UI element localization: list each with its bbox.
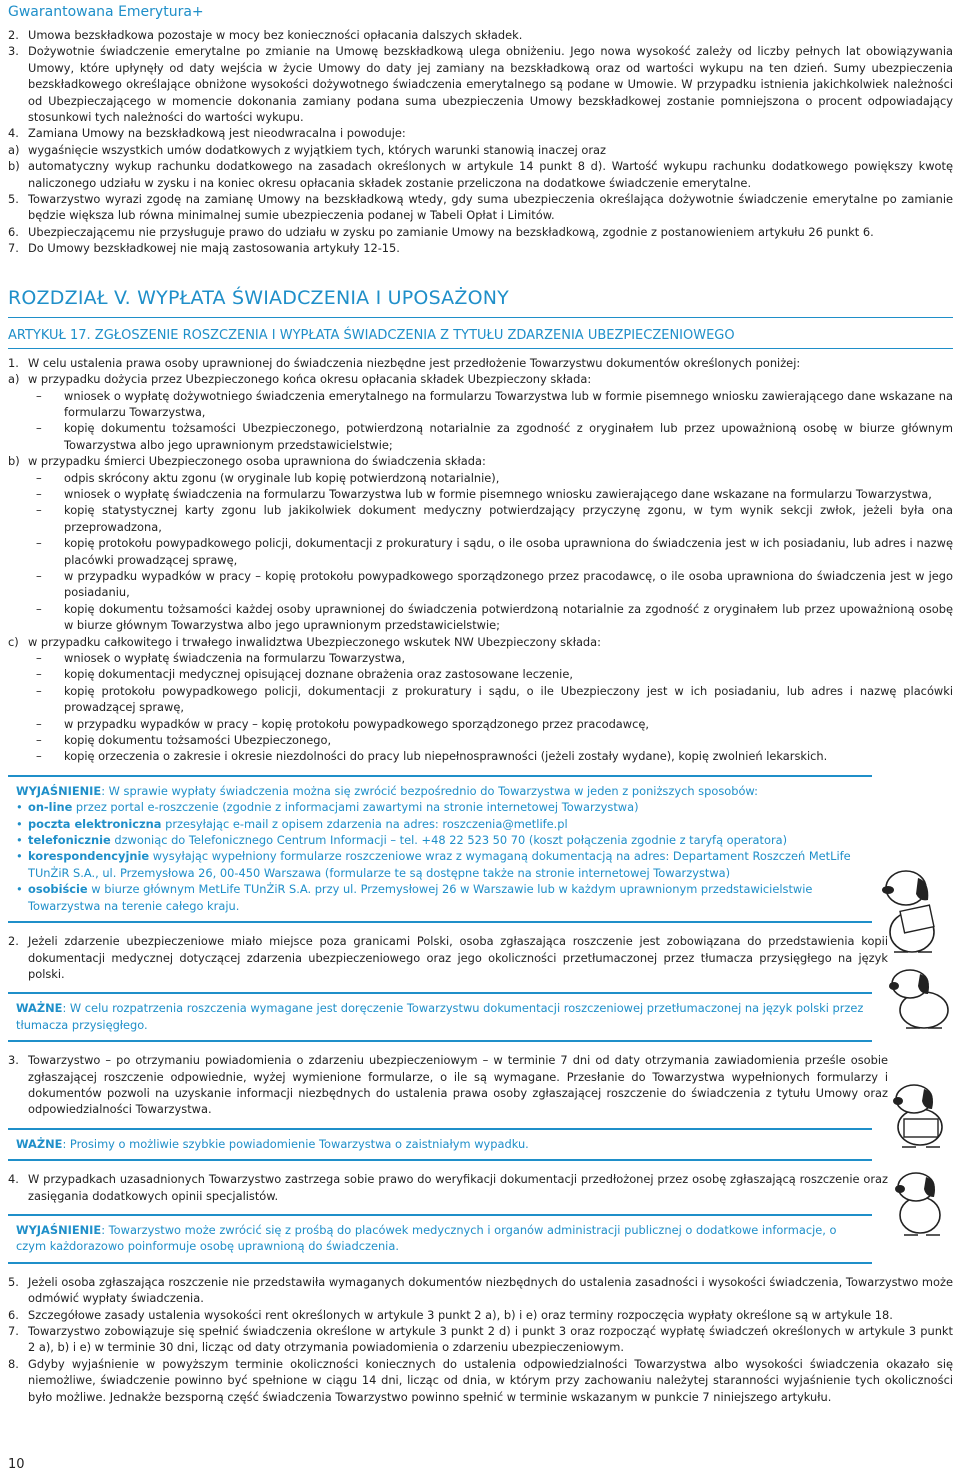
bullet-text: dzwoniąc do Telefonicznego Centrum Informacji – tel. +48 22 523 50 70 (koszt połączenia zgodnie z taryfą operatora) — [110, 833, 788, 848]
item-text: Zamiana Umowy na bezskładkową jest nieodwracalna i powoduje: — [28, 126, 406, 141]
item-number: 4. — [8, 1172, 19, 1187]
chapter-divider — [8, 317, 953, 318]
sub-item-letter: a) — [8, 142, 20, 157]
list-item — [8, 240, 953, 256]
list-item — [8, 191, 953, 224]
dash-item: – kopię dokumentu tożsamości Ubezpieczonego, — [8, 732, 953, 748]
item-number: 5. — [8, 1274, 19, 1289]
mascot-writing-icon — [880, 1075, 960, 1155]
list-item — [8, 224, 953, 240]
chapter-title: ROZDZIAŁ V. WYPŁATA ŚWIADCZENIA I UPOSAŻONY — [8, 286, 509, 309]
sub-item — [8, 371, 953, 387]
item-number: 2. — [8, 28, 19, 42]
sub-item-text: automatyczny wykup rachunku dodatkowego na zasadach określonych w artykule 14 punkt 8 d). Wartość wykupu rachunku dodatkowego powiększy kwotę naliczonego udziału w zysku i na koniec okresu opłacania składek zostanie przeliczona na dodatkowe świadczenie emerytalne. — [28, 159, 953, 190]
bullet-text: w biurze głównym MetLife TUnŻiR S.A. przy ul. Przemysłowej 26 w Warszawie lub w każdym uprawnionym przedstawicielstwie Towarzystwa na terenie całego kraju. — [28, 882, 813, 913]
item-number: 6. — [8, 224, 19, 239]
item-text: W celu ustalenia prawa osoby uprawnionej do świadczenia niezbędne jest przedłożenie Towarzystwu dokumentów określonych poniżej: — [28, 355, 801, 370]
list-item — [8, 125, 953, 141]
box-intro: : W sprawie wypłaty świadczenia można się zwrócić bezpośrednio do Towarzystwa w jeden z poniższych sposobów: — [101, 783, 758, 798]
dash-item: – w przypadku wypadków w pracy – kopię protokołu powypadkowego sporządzonego przez pracodawcę, — [8, 716, 953, 732]
dash-item: – wniosek o wypłatę świadczenia na formularzu Towarzystwa, — [8, 650, 953, 666]
item-number: 6. — [8, 1307, 19, 1322]
dash-item: – kopię dokumentacji medycznej opisującej doznane obrażenia oraz zastosowane leczenie, — [8, 666, 953, 682]
list-item — [8, 1274, 953, 1307]
list-item — [8, 1307, 953, 1323]
list-item — [8, 1323, 953, 1356]
bullet-item — [16, 799, 868, 815]
item-text: Dożywotnie świadczenie emerytalne po zmianie na Umowę bezskładkową ulega obniżeniu. Jego nowa wysokość zależy od liczby pełnych lat obowiązywania Umowy, które upłynęły od daty wejścia w życie Umowy do daty jej zamiany na bezskładkową oraz od wartości wykupu na ten dzień. Sumy ubezpieczenia bezskładkowego określające obniżone wysokości dożywotnego świadczenia emerytalnego są podane w Umowie. W przypadku istnienia jakichkolwiek należności od Ubezpieczającego w momencie dokonania zamiany podana suma ubezpieczenia Umowy bezskładkowej zostanie pomniejszona o procent odpowiadający stosunkowi tych należności do wartości wykupu. — [28, 44, 953, 125]
box-label: WYJAŚNIENIE — [16, 783, 102, 798]
important-box — [8, 1128, 872, 1161]
bullet-term: on-line — [28, 800, 73, 815]
box-label: WAŻNE — [16, 1136, 63, 1151]
dash-item: – wniosek o wypłatę dożywotniego świadczenia emerytalnego na formularzu Towarzystwa lub w formie pisemnego wniosku zawierającego dane wskazane na formularzu Towarzystwa, — [8, 388, 953, 421]
bullet-term: korespondencyjnie — [28, 849, 150, 864]
item-number: 3. — [8, 44, 19, 59]
box-label: WAŻNE — [16, 1001, 63, 1016]
item-text: Ubezpieczającemu nie przysługuje prawo do udziału w zysku po zamianie Umowy na bezskładkową, zgodnie z postanowieniem artykułu 26 punkt 6. — [28, 224, 874, 239]
document-title: Gwarantowana Emerytura+ — [8, 4, 204, 20]
page-number: 10 — [8, 1457, 25, 1472]
bullet-item — [16, 816, 868, 832]
bullet-text: przesyłając e-mail z opisem zdarzenia na adres: roszczenia@metlife.pl — [161, 816, 568, 831]
explanation-box — [8, 775, 872, 923]
item-text: Gdyby wyjaśnienie w powyższym terminie okoliczności koniecznych do ustalenia odpowiedzialności Towarzystwa albo wysokości świadczenia okazało się niemożliwe, świadczenie powinno być spełnione w ciągu 14 dni, licząc od dnia, w którym przy zachowaniu należytej staranności wyjaśnienie tych okoliczności było możliwe. Jednakże bezsporną część świadczenia Towarzystwo powinno spełnić w terminie wskazanym w punkcie 7 niniejszego artykułu. — [28, 1356, 953, 1404]
dash-item: – kopię dokumentu tożsamości każdej osoby uprawnionej do świadczenia potwierdzoną notarialnie za zgodność z oryginałem lub przez upoważnioną osobę w biurze głównym Towarzystwa albo jego uprawnionym przedstawicielstwie; — [8, 601, 953, 634]
sub-item-text: w przypadku dożycia przez Ubezpieczonego końca okresu opłacania składek Ubezpieczony składa: — [28, 372, 592, 387]
list-item — [8, 27, 953, 43]
bullet-item — [16, 848, 868, 881]
item-text: Umowa bezskładkowa pozostaje w mocy bez konieczności opłacania dalszych składek. — [28, 28, 523, 42]
sub-item-letter: b) — [8, 454, 20, 469]
bullet-term: osobiście — [28, 882, 88, 897]
sub-item-letter: b) — [8, 159, 20, 174]
list-item — [8, 1356, 953, 1405]
bullet-term: telefonicznie — [28, 833, 111, 848]
article-divider — [8, 348, 953, 349]
dash-item: – w przypadku wypadków w pracy – kopię protokołu powypadkowego sporządzonego przez pracodawcę, o ile osoba uprawniona do świadczenia jest w jego posiadaniu, — [8, 568, 953, 601]
dash-item: – kopię protokołu powypadkowego policji, dokumentacji z prokuratury i sądu, o ile osoba uprawniona do świadczenia jest w ich posiadaniu, lub adres i nazwę placówki prowadzącej sprawę, — [8, 535, 953, 568]
sub-item-letter: a) — [8, 372, 20, 387]
item-text: Towarzystwo wyrazi zgodę na zamianę Umowy na bezskładkową wtedy, gdy suma ubezpieczenia określająca dożywotnie świadczenie emerytalne po zamianie będzie większa lub równa minimalnej sumie ubezpieczenia podanej w Tabeli Opłat i Limitów. — [28, 192, 953, 223]
list-item — [8, 933, 888, 982]
box-text: : Prosimy o możliwie szybkie powiadomienie Towarzystwa o zaistniałym wypadku. — [62, 1136, 529, 1151]
dash-item: – kopię protokołu powypadkowego policji, dokumentacji z prokuratury i sądu, o ile Ubezpieczony jest w ich posiadaniu, lub adres i nazwę placówki prowadzącej sprawę, — [8, 683, 953, 716]
item-number: 1. — [8, 355, 19, 370]
mascot-reading-icon — [872, 860, 952, 960]
item-text: W przypadkach uzasadnionych Towarzystwo zastrzega sobie prawo do weryfikacji dokumentacji przedłożonej przez osobę zgłaszającą roszczenie oraz zasięgania dodatkowych opinii specjalistów. — [28, 1172, 888, 1203]
sub-item — [8, 634, 953, 650]
item-text: Towarzystwo – po otrzymaniu powiadomienia o zdarzeniu ubezpieczeniowym – w terminie 7 dni od daty otrzymania zawiadomienia prześle osobie zgłaszającej roszczenie odpowiednie, wyżej wymienione formularze, o ile są wymagane. Przesłanie do Towarzystwa wypełnionych formularzy i dokumentów pozwoli na uzyskanie informacji niezbędnych do ustalenia prawa osoby zgłaszającej roszczenie do świadczenia z tytułu Umowy oraz odpowiedzialności Towarzystwa. — [28, 1053, 888, 1117]
dash-item: – kopię orzeczenia o zakresie i okresie niezdolności do pracy lub niepełnosprawności (jeżeli zostały wydane), kopię zwolnień lekarskich. — [8, 748, 953, 764]
item-text: Jeżeli osoba zgłaszająca roszczenie nie przedstawiła wymaganych dokumentów niezbędnych do ustalenia zasadności i wysokości świadczenia, Towarzystwo może odmówić wypłaty świadczenia. — [28, 1274, 953, 1306]
explanation-box — [8, 1214, 872, 1264]
dash-item: – kopię statystycznej karty zgonu lub jakikolwiek dokument medyczny potwierdzający przyczynę zgonu, w tym wynik sekcji zwłok, jeżeli była ona przeprowadzona, — [8, 502, 953, 535]
sub-item — [8, 158, 953, 191]
article-title: ARTYKUŁ 17. ZGŁOSZENIE ROSZCZENIA I WYPŁATA ŚWIADCZENIA Z TYTUŁU ZDARZENIA UBEZPIECZENIOWEGO — [8, 327, 735, 343]
item-text: Towarzystwo zobowiązuje się spełnić świadczenia określone w artykule 3 punkt 2 d) i punkt 3 oraz rozpocząć wypłatę świadczeń określonych w artykule 3 punkt 2 a), b) i e) w terminie 30 dni, licząc od daty otrzymania powiadomienia o zdarzeniu ubezpieczeniowym. — [28, 1324, 953, 1355]
item-text: Szczegółowe zasady ustalenia wysokości rent określonych w artykule 3 punkt 2 a), b) i e) oraz terminy rozpoczęcia wypłaty określone są w artykule 18. — [28, 1307, 893, 1322]
bullet-term: poczta elektroniczna — [28, 816, 162, 831]
dash-item: – kopię dokumentu tożsamości Ubezpieczonego, potwierdzoną notarialnie za zgodność z oryginałem lub przez upoważnioną osobę w biurze głównym Towarzystwa albo jego uprawnionym przedstawicielstwie; — [8, 420, 953, 453]
item-number: 5. — [8, 192, 19, 207]
dash-item: – wniosek o wypłatę świadczenia na formularzu Towarzystwa lub w formie pisemnego wniosku zawierającego dane wskazane na formularzu Towarzystwa, — [8, 486, 953, 502]
sub-item — [8, 142, 953, 158]
dash-item: – odpis skrócony aktu zgonu (w oryginale lub kopię potwierdzoną notarialnie), — [8, 470, 953, 486]
sub-item — [8, 453, 953, 469]
page-content — [8, 27, 953, 1405]
list-item — [8, 1171, 888, 1204]
box-text: : Towarzystwo może zwrócić się z prośbą do placówek medycznych i organów administracji publicznej o dodatkowe informacje, o czym każdorazowo poinformuje osobę uprawnioną do świadczenia. — [16, 1222, 837, 1254]
box-label: WYJAŚNIENIE — [16, 1222, 102, 1237]
bullet-item — [16, 832, 868, 848]
bullet-text: przez portal e-roszczenie (zgodnie z informacjami zawartymi na stronie internetowej Towarzystwa) — [72, 800, 639, 815]
item-text: Jeżeli zdarzenie ubezpieczeniowe miało miejsce poza granicami Polski, osoba zgłaszająca roszczenie jest zobowiązana do przedstawienia kopii dokumentacji medycznej dotyczącej zdarzenia ubezpieczeniowego oraz jego okoliczności przetłumaczonej przez tłumacza przysięgłego na język polski. — [28, 934, 888, 981]
list-item — [8, 43, 953, 125]
important-box — [8, 992, 872, 1042]
sub-item-text: w przypadku całkowitego i trwałego inwalidztwa Ubezpieczonego wskutek NW Ubezpieczony składa: — [28, 634, 601, 649]
sub-item-text: w przypadku śmierci Ubezpieczonego osoba uprawniona do świadczenia składa: — [28, 454, 486, 469]
item-text: Do Umowy bezskładkowej nie mają zastosowania artykuły 12-15. — [28, 241, 400, 256]
list-item — [8, 1052, 888, 1118]
box-text: : W celu rozpatrzenia roszczenia wymagane jest doręczenie Towarzystwu dokumentacji roszczeniowej przetłumaczonej na język polski przez tłumacza przysięgłego. — [16, 1001, 864, 1032]
item-number: 8. — [8, 1356, 19, 1371]
item-number: 2. — [8, 934, 19, 949]
list-item — [8, 355, 953, 371]
item-number: 7. — [8, 1324, 19, 1338]
sub-item-letter: c) — [8, 634, 19, 649]
bullet-text: wysyłając wypełniony formularze roszczeniowe wraz z wymaganą dokumentacją na adres: Departament Roszczeń MetLife TUnŻiR S.A., ul. Przemysłowa 26, 00-450 Warszawa (formularze te są dostępne także na stronie internetowej Towarzystwa) — [28, 849, 851, 880]
item-number: 4. — [8, 126, 19, 141]
sub-item-text: wygaśnięcie wszystkich umów dodatkowych z wyjątkiem tych, których warunki stanowią inaczej oraz — [28, 142, 607, 157]
mascot-standing-icon — [880, 1165, 960, 1240]
bullet-item — [16, 881, 868, 914]
item-number: 3. — [8, 1053, 19, 1068]
mascot-sleeping-icon — [880, 960, 960, 1040]
item-number: 7. — [8, 241, 19, 256]
